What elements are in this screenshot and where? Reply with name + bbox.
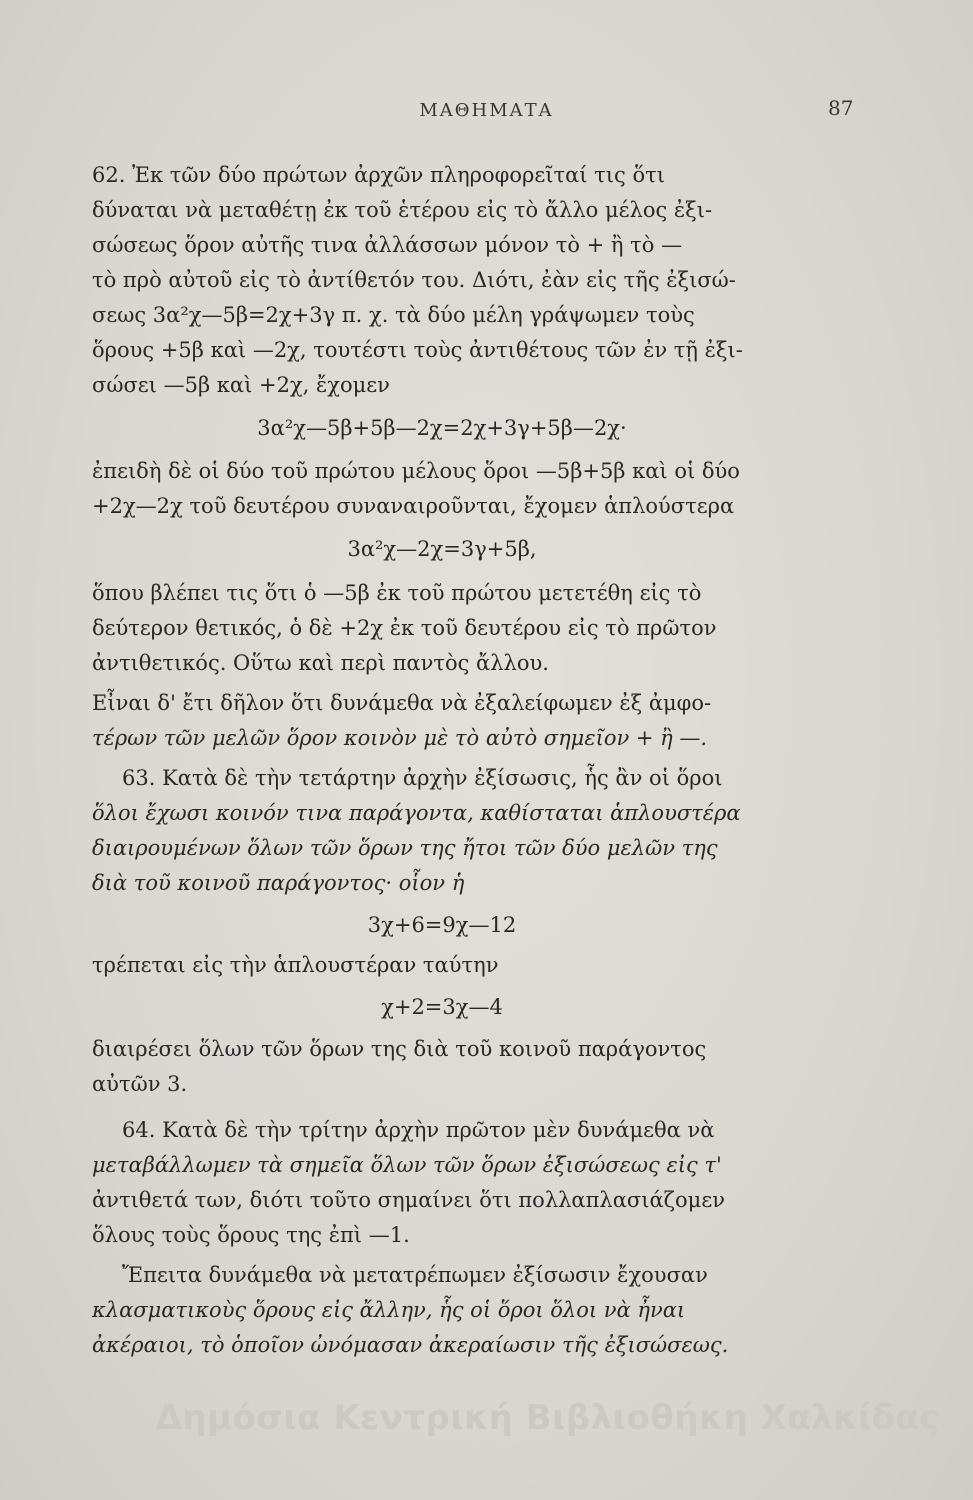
text-line: αὐτῶν 3. (92, 1072, 188, 1096)
text-line: Εἶναι δ' ἔτι δῆλον ὅτι δυνάμεθα νὰ ἐξαλείφωμεν ἐξ ἀμφο- (92, 691, 712, 715)
text-line: 62. Ἐκ τῶν δύο πρώτων ἀρχῶν πληροφορεῖταί τις ὅτι (92, 163, 665, 187)
text-line: ὅλους τοὺς ὅρους της ἐπὶ —1. (92, 1223, 410, 1247)
text-line: ἀντιθετικός. Οὕτω καὶ περὶ παντὸς ἄλλου. (92, 651, 549, 675)
text-line: σώσεως ὅρον αὐτῆς τινα ἀλλάσσων μόνον τὸ + ἢ τὸ — (92, 233, 683, 257)
text-line: Ἔπειτα δυνάμεθα νὰ μετατρέπωμεν ἐξίσωσιν ἔχουσαν (122, 1263, 708, 1287)
equation: 3α²χ—2χ=3γ+5β, (347, 537, 537, 561)
text-line: δεύτερον θετικός, ὁ δὲ +2χ ἐκ τοῦ δευτέρου εἰς τὸ πρῶτον (92, 616, 717, 640)
text-line: κλασματικοὺς ὅρους εἰς ἄλλην, ἧς οἱ ὅροι ὅλοι νὰ ἦναι (92, 1298, 686, 1322)
text-line: δύναται νὰ μεταθέτῃ ἐκ τοῦ ἑτέρου εἰς τὸ ἄλλο μέλος ἐξι- (92, 198, 713, 222)
text-line: ὅπου βλέπει τις ὅτι ὁ —5β ἐκ τοῦ πρώτου μετετέθη εἰς τὸ (92, 581, 702, 605)
text-line: διὰ τοῦ κοινοῦ παράγοντος· οἷον ἡ (92, 871, 465, 895)
text-line: ἀκέραιοι, τὸ ὁποῖον ὠνόμασαν ἀκεραίωσιν τῆς ἐξισώσεως. (92, 1333, 729, 1357)
equation: 3α²χ—5β+5β—2χ=2χ+3γ+5β—2χ· (257, 416, 627, 440)
text-line: σώσει —5β καὶ +2χ, ἔχομεν (92, 373, 390, 397)
running-head: ΜΑΘΗΜΑΤΑ (419, 100, 554, 121)
text-line: ὅρους +5β καὶ —2χ, τουτέστι τοὺς ἀντιθέτους τῶν ἐν τῇ ἐξι- (92, 338, 743, 362)
text-line: τρέπεται εἰς τὴν ἁπλουστέραν ταύτην (92, 953, 499, 977)
library-watermark: Δημόσια Κεντρική Βιβλιοθήκη Χαλκίδας (155, 1398, 940, 1438)
equation: χ+2=3χ—4 (381, 995, 503, 1019)
text-line: ὅλοι ἔχωσι κοινόν τινα παράγοντα, καθίσταται ἁπλουστέρα (92, 801, 741, 825)
text-line: 63. Κατὰ δὲ τὴν τετάρτην ἀρχὴν ἐξίσωσις, ἧς ἂν οἱ ὅροι (122, 766, 723, 790)
text-line: ἐπειδὴ δὲ οἱ δύο τοῦ πρώτου μέλους ὅροι —5β+5β καὶ οἱ δύο (92, 459, 740, 483)
text-line: διαιρουμένων ὅλων τῶν ὅρων της ἤτοι τῶν δύο μελῶν της (92, 836, 718, 860)
text-line: σεως 3α²χ—5β=2χ+3γ π. χ. τὰ δύο μέλη γράψωμεν τοὺς (92, 303, 695, 327)
equation: 3χ+6=9χ—12 (367, 913, 517, 937)
text-line: ἀντιθετά των, διότι τοῦτο σημαίνει ὅτι πολλαπλασιάζομεν (92, 1188, 725, 1212)
text-line: τέρων τῶν μελῶν ὅρον κοινὸν μὲ τὸ αὐτὸ σημεῖον + ἢ —. (92, 726, 708, 750)
text-line: μεταβάλλωμεν τὰ σημεῖα ὅλων τῶν ὅρων ἐξισώσεως εἰς τ' (92, 1153, 722, 1177)
text-line: τὸ πρὸ αὐτοῦ εἰς τὸ ἀντίθετόν του. Διότι, ἐὰν εἰς τῆς ἐξισώ- (92, 268, 736, 292)
text-line: 64. Κατὰ δὲ τὴν τρίτην ἀρχὴν πρῶτον μὲν δυνάμεθα νὰ (122, 1118, 715, 1142)
text-line: +2χ—2χ τοῦ δευτέρου συναναιροῦνται, ἔχομεν ἁπλούστερα (92, 494, 735, 518)
page-number: 87 (828, 96, 854, 120)
text-line: διαιρέσει ὅλων τῶν ὅρων της διὰ τοῦ κοινοῦ παράγοντος (92, 1037, 707, 1061)
